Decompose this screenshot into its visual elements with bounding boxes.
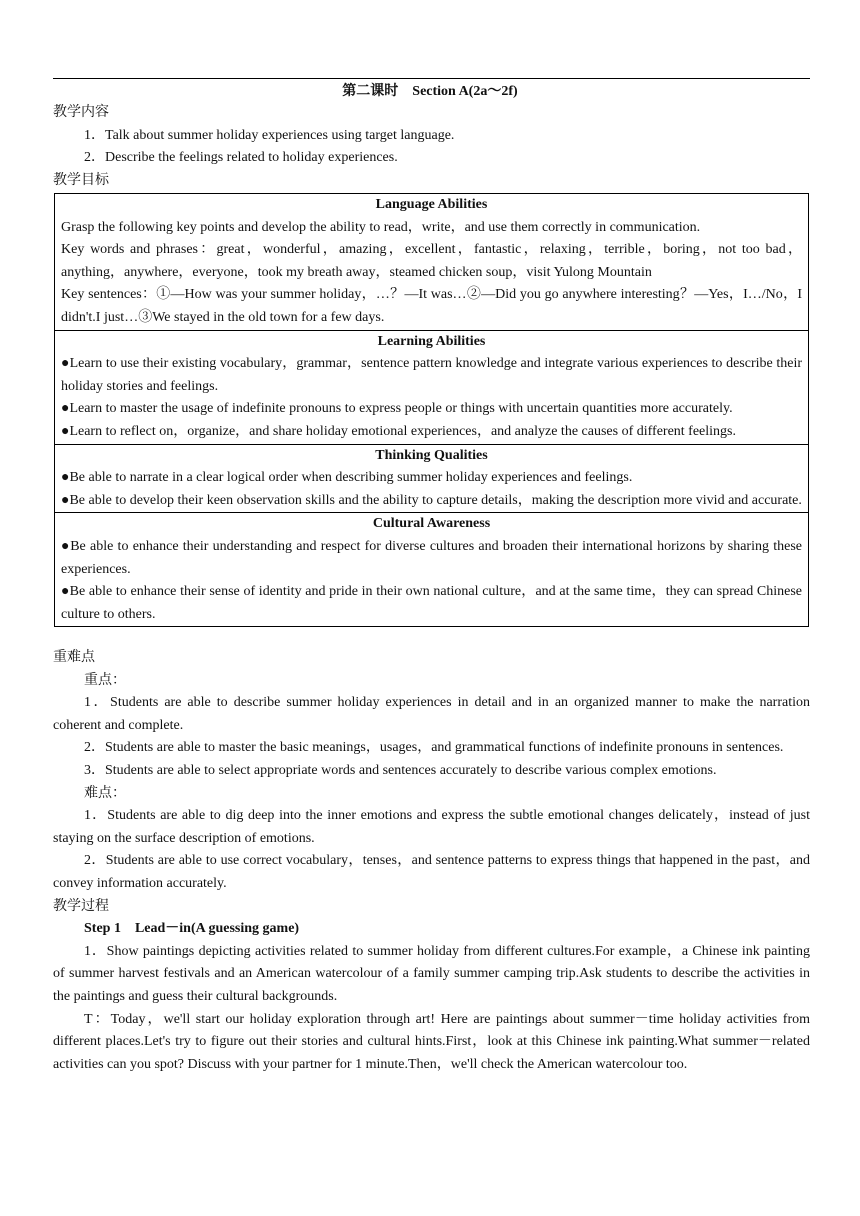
difficult-item: 2．Students are able to use correct vocabulary，tenses，and sentence patterns to express things that happened in the past，and convey information accurately. xyxy=(53,853,810,891)
key-points-heading: 重难点 xyxy=(53,650,95,665)
section-line: ●Be able to narrate in a clear logical order when describing summer holiday experiences and feelings. xyxy=(61,470,633,486)
section-line: ●Learn to reflect on，organize，and share holiday emotional experiences，and analyze the causes of different feelings. xyxy=(61,423,736,439)
section-title: Language Abilities xyxy=(375,197,488,212)
teaching-content-item: 2．Describe the feelings related to holiday experiences. xyxy=(84,150,398,166)
objectives-heading: 教学目标 xyxy=(53,172,109,188)
objective-section xyxy=(55,444,809,513)
section-line: ●Be able to enhance their sense of identity and pride in their own national culture，and at the same time，they can spread Chinese culture to others. xyxy=(61,584,802,622)
objectives-table-wrap xyxy=(53,193,810,627)
difficult-label: 难点： xyxy=(84,785,126,801)
important-label: 重点： xyxy=(84,672,126,688)
section-line: Grasp the following key points and develop the ability to read，write，and use them correctly in communication. xyxy=(61,219,701,235)
objective-section xyxy=(55,330,809,444)
step1-title: Step 1 Lead－in(A guessing game) xyxy=(84,921,300,937)
section-title: Cultural Awareness xyxy=(372,516,491,532)
important-item: 2．Students are able to master the basic meanings，usages，and grammatical functions of indefinite pronouns in sentences. xyxy=(84,740,784,756)
page-title: 第二课时 Section A(2a～2f) xyxy=(342,84,518,99)
important-item: 1．Students are able to describe summer holiday experiences in detail and in an organized manner to make the narration coherent and complete. xyxy=(53,695,810,733)
section-line: ●Be able to enhance their understanding and respect for diverse cultures and broaden their international horizons by sharing these experiences. xyxy=(61,538,802,577)
process-paragraph: 1．Show paintings depicting activities related to summer holiday from different cultures.For example，a Chinese ink painting of summer harvest festivals and an American watercolour of a family summer camping trip.Ask students to describe the activities in the paintings and guess their cultural backgrounds. xyxy=(53,943,810,1004)
teaching-content-section xyxy=(53,102,810,192)
important-item: 3．Students are able to select appropriate words and sentences accurately to describe various complex emotions. xyxy=(84,762,717,778)
section-line: ●Learn to master the usage of indefinite pronouns to express people or things with uncertain quantities more accurately. xyxy=(61,401,733,417)
process-heading: 教学过程 xyxy=(53,898,109,914)
key-points-section xyxy=(53,647,810,1076)
difficult-item: 1．Students are able to dig deep into the inner emotions and express the subtle emotional changes delicately，instead of just staying on the surface description of emotions. xyxy=(53,808,810,846)
objectives-table xyxy=(54,193,809,627)
section-title: Learning Abilities xyxy=(377,333,486,349)
section-title: Thinking Qualities xyxy=(375,447,488,463)
objective-section xyxy=(55,194,809,331)
objective-section xyxy=(55,513,809,627)
process-paragraph: T：Today，we'll start our holiday exploration through art! Here are paintings about summer－time holiday activities from different places.Let's try to figure out their stories and cultural hints.First，look at this Chinese ink painting.What summer－related activities can you spot? Discuss with your partner for 1 minute.Then，we'll check the American watercolour too. xyxy=(53,1011,810,1072)
section-line: Key words and phrases：great，wonderful，amazing，excellent，fantastic，relaxing，terrible，boring，not too bad，anything，anywhere，everyone，took my breath away，steamed chicken soup，visit Yulong Mountain xyxy=(61,242,802,280)
section-line: ●Learn to use their existing vocabulary，grammar，sentence pattern knowledge and integrate various experiences to describe their holiday stories and feelings. xyxy=(61,356,802,394)
header-rule xyxy=(53,78,810,79)
section-line: Key sentences：①—How was your summer holiday，…？—It was…②—Did you go anywhere interesting？—Yes，I…/No，I didn't.I just…③We stayed in the old town for a few days. xyxy=(61,287,802,325)
section-line: ●Be able to develop their keen observation skills and the ability to capture details，making the description more vivid and accurate. xyxy=(61,492,802,508)
teaching-content-item: 1．Talk about summer holiday experiences using target language. xyxy=(84,127,455,143)
teaching-content-heading: 教学内容 xyxy=(53,105,109,120)
